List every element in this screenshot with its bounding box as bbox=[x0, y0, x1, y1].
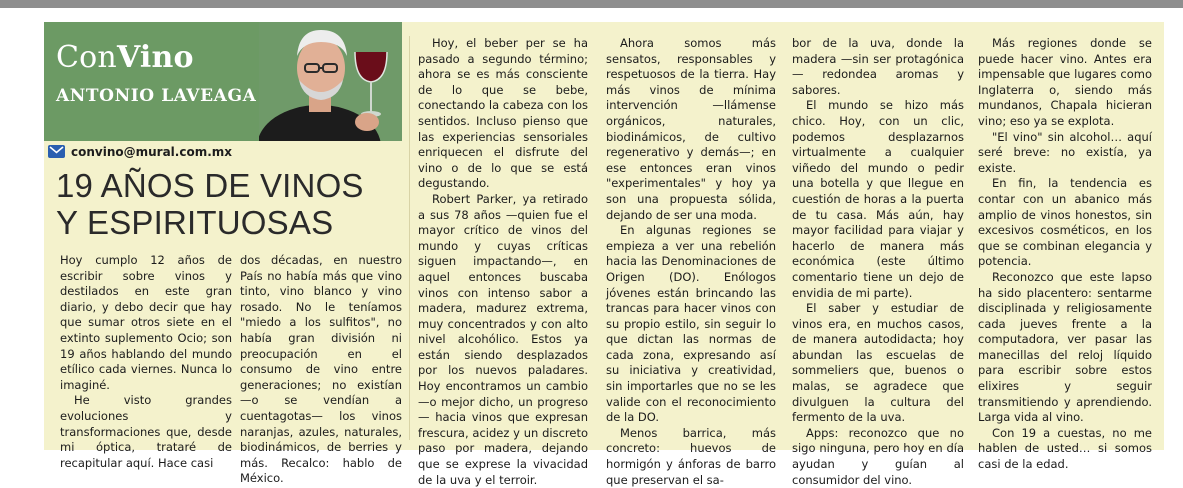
text-column-2 bbox=[240, 253, 402, 487]
paragraph: bor de la uva, donde la madera —sin ser protagónica— redondea aromas y sabores. bbox=[792, 36, 964, 97]
top-rule bbox=[0, 0, 1183, 8]
text-column-4 bbox=[606, 36, 776, 488]
text-column-5 bbox=[792, 36, 964, 488]
paragraph: "El vino" sin alcohol… aquí seré breve: no existía, ya existe. bbox=[978, 129, 1152, 175]
paragraph: En fin, la tendencia es contar con un abanico más amplio de vinos honestos, sin excesivos cosméticos, en los que se combinan elegancia y potencia. bbox=[978, 176, 1152, 269]
paragraph: He visto grandes evoluciones y transformaciones que, desde mi óptica, trataré de recapitular aquí. Hace casi bbox=[60, 393, 232, 470]
author-name: ANTONIO LAVEAGA bbox=[56, 86, 257, 106]
paragraph: Más regiones donde se puede hacer vino. Antes era impensable que lugares como Inglaterra o, siendo más mundanos, Chapala hicieran vino; eso ya se explota. bbox=[978, 36, 1152, 128]
column-header bbox=[44, 22, 402, 141]
paragraph: Hoy cumplo 12 años de escribir sobre vinos y destilados en este gran diario, y debo decir que hay que sumar otros siete en el extinto suplemento Ocio; son 19 años hablando del mundo etílico cada viernes. Nunca lo imaginé. bbox=[60, 253, 232, 392]
paragraph: El mundo se hizo más chico. Hoy, con un clic, podemos desplazarnos virtualmente a cualquier viñedo del mundo o pedir una botella y que llegue en cuestión de horas a la puerta de tu casa. Más aún, hay mayor facilidad para viajar y hacerlo de manera más económica (este último comentario tiene un dejo de envidia de mi parte). bbox=[792, 98, 964, 300]
paragraph: dos décadas, en nuestro País no había más que vino tinto, vino blanco y vino rosado. No le teníamos "miedo a los sulfitos", no había gran división ni preocupación en el consumo de vino entre generaciones; no existían —o se vendían a cuentagotas— los vinos naranjas, azules, naturales, biodinámicos, de berries y más. Recalco: hablo de México. bbox=[240, 253, 402, 486]
title-line-2: Y ESPIRITUOSAS bbox=[56, 204, 334, 241]
paragraph: Robert Parker, ya retirado a sus 78 años —quien fue el mayor crítico de vinos del mundo y cuyas críticas siguen impactando—, en aquel entonces buscaba vinos con intenso sabor a madera, madurez extrema, muy concentrados y con alto nivel alcohólico. Estos ya están siendo desplazados por los nuevos paladares. Hoy encontramos un cambio —o mejor dicho, un progreso— hacia vinos que expresan frescura, acidez y un discreto paso por madera, dejando que se exprese la vivacidad de la uva y el terroir. bbox=[418, 191, 588, 487]
brand-light: Con bbox=[56, 40, 117, 75]
contact-bar bbox=[44, 141, 402, 165]
mail-icon bbox=[48, 145, 65, 158]
text-column-1 bbox=[60, 253, 232, 471]
text-column-6 bbox=[978, 36, 1152, 473]
contact-email[interactable]: convino@mural.com.mx bbox=[71, 145, 233, 159]
paragraph: Apps: reconozco que no sigo ninguna, pero hoy en día ayudan y guían al consumidor del vino. bbox=[792, 425, 964, 487]
text-column-3 bbox=[418, 36, 588, 488]
paragraph: El saber y estudiar de vinos era, en muchos casos, de manera autodidacta; hoy abundan las escuelas de sommeliers que, buenos o malas, se agradece que divulguen la cultura del fermento de la uva. bbox=[792, 301, 964, 425]
author-photo bbox=[259, 22, 402, 141]
author-photo-illustration bbox=[259, 22, 402, 141]
paragraph: En algunas regiones se empieza a ver una rebelión hacia las Denominaciones de Origen (DO). Enólogos jóvenes están brincando las trancas para hacer vinos con su propio estilo, sin seguir lo que dictan las normas de cada zona, expresando así su iniciativa y creatividad, sin importarles que no se les valide con el reconocimiento de la DO. bbox=[606, 223, 776, 425]
paragraph: Menos barrica, más concreto: huevos de hormigón y ánforas de barro que preservan el sa- bbox=[606, 425, 776, 487]
column-brand bbox=[56, 40, 194, 75]
paragraph: Hoy, el beber per se ha pasado a segundo término; ahora se es más consciente de lo que se bebe, conectando la cabeza con los sentidos. Incluso pienso que las experiencias sensoriales enriquecen el disfrute del vino o de lo que se está degustando. bbox=[418, 36, 588, 191]
paragraph: Reconozco que este lapso ha sido placentero: sentarme disciplinada y religiosamente cada jueves frente a la computadora, ver pasar las manecillas del reloj líquido para escribir sobre estos elixires y seguir transmitiendo y aprendiendo. Larga vida al vino. bbox=[978, 269, 1152, 425]
paragraph: Ahora somos más sensatos, responsables y respetuosos de la tierra. Hay más vinos de mínima intervención —llámense orgánicos, naturales, biodinámicos, de cultivo regenerativo y demás—; en ese entonces eran vinos "experimentales" y hoy ya son una propuesta sólida, dejando de ser una moda. bbox=[606, 36, 776, 222]
column-divider bbox=[409, 36, 410, 440]
title-line-1: 19 AÑOS DE VINOS bbox=[56, 167, 364, 204]
brand-bold: Vino bbox=[116, 40, 194, 75]
paragraph: Con 19 a cuestas, no me hablen de usted… si somos casi de la edad. bbox=[978, 425, 1152, 472]
article-title bbox=[56, 167, 402, 241]
